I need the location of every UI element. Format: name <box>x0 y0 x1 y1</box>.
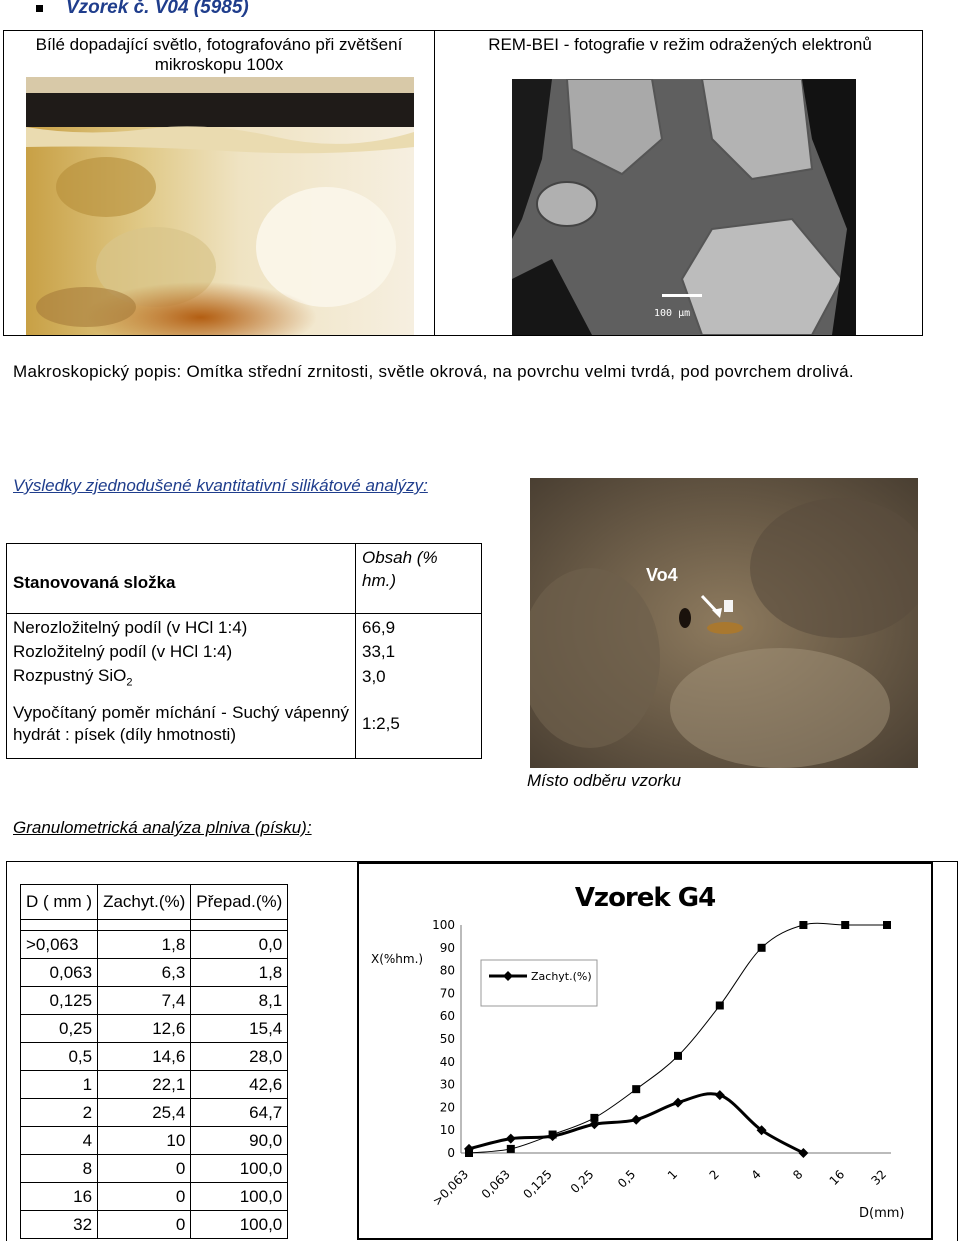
data-point-square <box>716 1001 724 1009</box>
photo-table <box>3 30 923 336</box>
row-label: Vypočítaný poměr míchání - Suchý vápenný hydrát : písek (díly hmotnosti) <box>7 690 356 758</box>
data-point-square <box>465 1149 473 1157</box>
y-tick-label: 70 <box>439 986 455 1001</box>
x-tick-label: 0,063 <box>478 1167 513 1202</box>
data-point-diamond <box>631 1115 641 1125</box>
table-row: 0,5 14,6 28,0 <box>21 1043 288 1071</box>
sem-scale-label: 100 μm <box>654 308 691 319</box>
x-tick-label: 2 <box>706 1167 722 1183</box>
header-cell: D ( mm ) <box>21 885 98 920</box>
row-value: 1:2,5 <box>356 690 482 758</box>
header-cell: Zachyt.(%) <box>98 885 191 920</box>
data-point-square <box>590 1114 598 1122</box>
left-photo-caption: Bílé dopadající světlo, fotografováno při zvětšení mikroskopu 100x <box>35 35 403 74</box>
bullet-icon <box>36 5 43 12</box>
table-row: 1 22,1 42,6 <box>21 1071 288 1099</box>
data-point-square <box>549 1131 557 1139</box>
col-component-header: Stanovovaná složka <box>7 544 356 614</box>
x-tick-label: 0,5 <box>614 1167 639 1191</box>
silicate-heading: Výsledky zjednodušené kvantitativní silikátové analýzy: <box>13 476 428 495</box>
macro-description: Makroskopický popis: Omítka střední zrnitosti, světle okrová, na povrchu velmi tvrdá, pod povrchem drolivá. <box>13 362 854 381</box>
x-tick-label: 1 <box>664 1167 681 1183</box>
table-row: 0,25 12,6 15,4 <box>21 1015 288 1043</box>
table-row: 4 10 90,0 <box>21 1127 288 1155</box>
composition-table <box>6 543 482 759</box>
y-tick-label: 0 <box>447 1146 455 1160</box>
table-row: 8 0 100,0 <box>21 1155 288 1183</box>
data-point-diamond <box>798 1148 808 1158</box>
data-point-diamond <box>506 1134 516 1144</box>
y-tick-label: 40 <box>439 1054 455 1069</box>
data-point-square <box>632 1085 640 1093</box>
table-row: 0,063 6,3 1,8 <box>21 959 288 987</box>
data-point-diamond <box>673 1098 683 1108</box>
chart-frame <box>357 862 933 1240</box>
sample-title: Vzorek č. V04 (5985) <box>66 0 249 18</box>
photo-divider <box>434 31 435 335</box>
legend-label: Zachyt.(%) <box>531 970 592 983</box>
grain-size-chart <box>359 864 931 1238</box>
data-point-square <box>758 944 766 952</box>
data-point-square <box>674 1052 682 1060</box>
x-tick-label: >0,063 <box>429 1167 472 1209</box>
y-tick-label: 100 <box>432 918 455 932</box>
granulometry-table <box>20 884 288 1239</box>
site-photo <box>530 478 918 768</box>
row-value: 3,0 <box>356 664 482 690</box>
row-value: 33,1 <box>356 640 482 664</box>
table-row: 2 25,4 64,7 <box>21 1099 288 1127</box>
row-label: Nerozložitelný podíl (v HCl 1:4) <box>7 614 356 641</box>
y-tick-label: 50 <box>439 1032 455 1046</box>
series-line <box>469 923 887 1153</box>
y-tick-label: 90 <box>439 940 455 955</box>
col-content-header: Obsah (% hm.) <box>356 544 482 614</box>
y-axis-label: X(%hm.) <box>371 952 424 966</box>
microscope-photo <box>26 77 414 335</box>
row-value: 66,9 <box>356 614 482 641</box>
site-photo-label: Vo4 <box>646 565 678 585</box>
data-point-square <box>507 1145 515 1153</box>
right-photo-caption: REM-BEI - fotografie v režim odražených elektronů <box>488 35 872 54</box>
y-tick-label: 80 <box>439 963 455 978</box>
x-tick-label: 8 <box>790 1167 806 1183</box>
sem-photo <box>512 79 856 335</box>
header-cell: Přepad.(%) <box>191 885 288 920</box>
row-label: Rozložitelný podíl (v HCl 1:4) <box>7 640 356 664</box>
data-point-square <box>841 921 849 929</box>
y-tick-label: 60 <box>439 1009 455 1024</box>
data-point-square <box>799 921 807 929</box>
table-row: 16 0 100,0 <box>21 1183 288 1211</box>
site-caption: Místo odběru vzorku <box>527 771 682 790</box>
data-point-diamond <box>715 1090 725 1100</box>
x-tick-label: 16 <box>826 1167 848 1188</box>
table-header-row <box>21 885 288 920</box>
y-tick-label: 10 <box>439 1123 455 1138</box>
table-row: 0,125 7,4 8,1 <box>21 987 288 1015</box>
granulometry-heading: Granulometrická analýza plniva (písku): <box>13 818 312 837</box>
row-label: Rozpustný SiO$_2$ <box>7 664 356 690</box>
x-tick-label: 32 <box>868 1167 890 1188</box>
y-tick-label: 30 <box>439 1077 455 1092</box>
x-tick-label: 4 <box>748 1167 764 1183</box>
chart-title: Vzorek G4 <box>574 883 716 913</box>
x-tick-label: 0,25 <box>567 1167 597 1197</box>
x-tick-label: 0,125 <box>520 1167 555 1202</box>
x-axis-label: D(mm) <box>859 1206 905 1221</box>
table-row: >0,063 1,8 0,0 <box>21 931 288 959</box>
y-tick-label: 20 <box>439 1100 455 1115</box>
legend-box <box>481 960 597 1006</box>
data-point-square <box>883 921 891 929</box>
table-row: 32 0 100,0 <box>21 1211 288 1239</box>
